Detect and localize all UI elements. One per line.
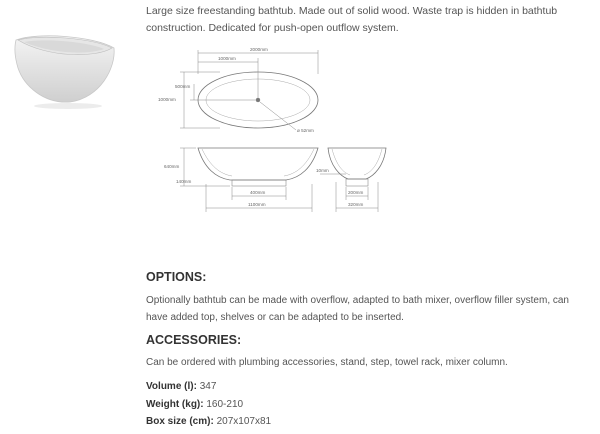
top-view [180, 50, 318, 130]
spec-box-label: Box size (cm): [146, 416, 214, 427]
spec-volume-value: 347 [196, 381, 217, 392]
spec-volume-label: Volume (l): [146, 381, 197, 392]
bathtub-product-image[interactable] [8, 28, 120, 118]
options-heading: OPTIONS: [146, 270, 207, 284]
options-line-2: have added top, shelves or can be adapted to be inserted. [146, 312, 404, 323]
accessories-heading: ACCESSORIES: [146, 333, 242, 347]
options-line-1: Optionally bathtub can be made with overflow, adapted to bath mixer, overflow filler system, can [146, 295, 569, 306]
specifications [146, 378, 271, 431]
description-line-1: Large size freestanding bathtub. Made out of solid wood. Waste trap is hidden in bathtub [146, 5, 558, 17]
dim-side-height: 640mm [164, 164, 180, 169]
spec-weight-label: Weight (kg): [146, 398, 204, 410]
technical-drawing [160, 44, 400, 230]
dim-top-half-width: 1000mm [218, 56, 236, 61]
description-line-2: construction. Dedicated for push-open outflow system. [146, 22, 399, 34]
product-description [146, 3, 566, 37]
spec-volume [146, 378, 271, 396]
dim-top-half-height: 500mm [175, 84, 191, 89]
dim-top-width: 2000mm [250, 47, 268, 52]
dim-side-foot-height: 140mm [176, 179, 192, 184]
accessories-text: Can be ordered with plumbing accessories, stand, step, towel rack, mixer column. [146, 357, 508, 368]
dim-drain-diameter: ø 52mm [297, 128, 314, 133]
spec-weight-value: 160-210 [203, 398, 244, 410]
spec-box-value: 207x107x81 [213, 416, 272, 427]
dim-end-foot-height: 10mm [316, 168, 329, 173]
dim-end-base-width: 320mm [348, 202, 364, 207]
dim-end-foot-width: 200mm [348, 190, 364, 195]
dim-top-height: 1000mm [158, 97, 176, 102]
spec-weight [146, 396, 271, 414]
dim-side-foot-width: 400mm [250, 190, 266, 195]
dim-side-base-width: 1100mm [248, 202, 266, 207]
options-text [146, 292, 582, 326]
spec-box-size [146, 413, 271, 431]
